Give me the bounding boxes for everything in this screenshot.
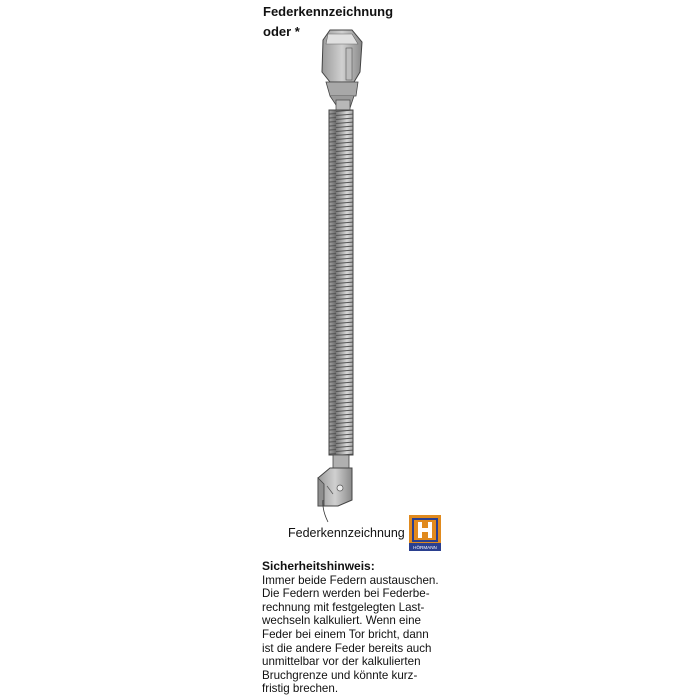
- safety-notice-line: Immer beide Federn austauschen.: [262, 573, 439, 587]
- safety-notice-line: rechnung mit festgelegten Last-: [262, 600, 425, 614]
- safety-notice-line: wechseln kalkuliert. Wenn eine: [262, 614, 421, 628]
- spring-marking-caption: Federkennzeichnung: [288, 526, 405, 540]
- winding-cone: [322, 30, 362, 110]
- spring-drawing: [255, 20, 445, 540]
- spring-coil: [329, 110, 353, 455]
- logo-brand-text: HÖRMANN: [413, 545, 437, 550]
- end-bracket: [318, 455, 352, 506]
- safety-notice-line: Die Federn werden bei Federbe-: [262, 587, 430, 601]
- page-title: Federkennzeichnung: [263, 4, 394, 19]
- safety-notice-line: Bruchgrenze und könnte kurz-: [262, 668, 418, 682]
- page-subtitle: oder *: [263, 24, 300, 39]
- safety-notice-line: Feder bei einem Tor bricht, dann: [262, 627, 429, 641]
- hoermann-logo: [409, 515, 441, 551]
- safety-notice-heading: Sicherheitshinweis:: [262, 559, 375, 573]
- safety-notice-line: ist die andere Feder bereits auch: [262, 641, 432, 655]
- safety-notice-line: unmittelbar vor der kalkulierten: [262, 655, 421, 669]
- safety-notice-line: fristig brechen.: [262, 682, 339, 696]
- safety-notice: [262, 560, 447, 696]
